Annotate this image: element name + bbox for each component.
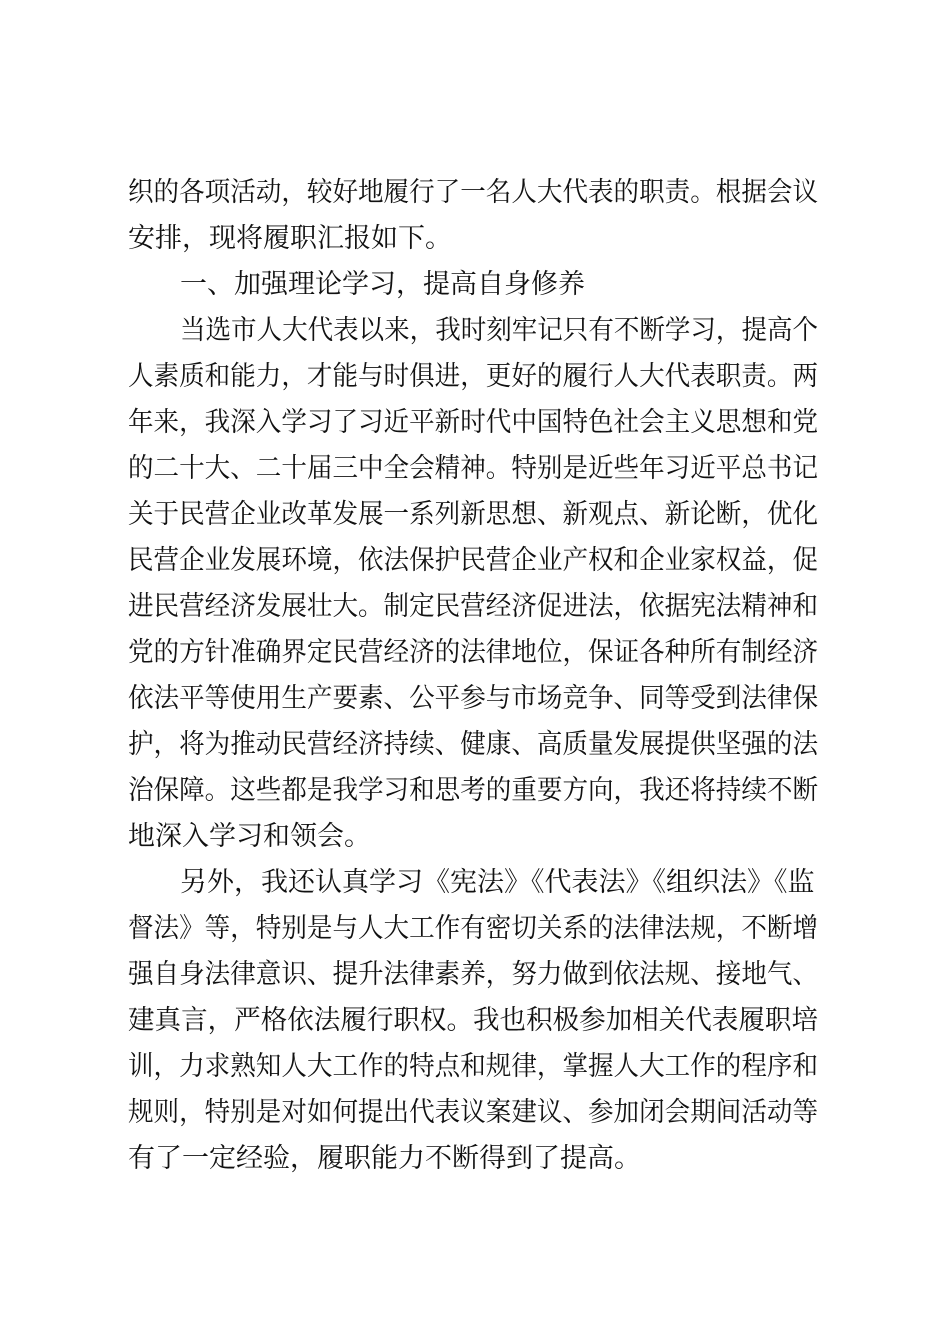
text-line: 进民营经济发展壮大。制定民营经济促进法，依据宪法精神和 xyxy=(128,591,818,622)
section-heading: 一、加强理论学习，提高自身修养 xyxy=(180,269,585,300)
text-line: 训，力求熟知人大工作的特点和规律，掌握人大工作的程序和 xyxy=(128,1051,818,1082)
text-line: 督法》等，特别是与人大工作有密切关系的法律法规，不断增 xyxy=(128,913,818,944)
text-line: 地深入学习和领会。 xyxy=(128,821,371,852)
text-line: 另外，我还认真学习《宪法》《代表法》《组织法》《监 xyxy=(180,867,815,898)
text-line: 关于民营企业改革发展一系列新思想、新观点、新论断，优化 xyxy=(128,499,818,530)
text-line: 护，将为推动民营经济持续、健康、高质量发展提供坚强的法 xyxy=(128,729,818,760)
text-line: 党的方针准确界定民营经济的法律地位，保证各种所有制经济 xyxy=(128,637,818,668)
text-line: 的二十大、二十届三中全会精神。特别是近些年习近平总书记 xyxy=(128,453,818,484)
text-line: 强自身法律意识、提升法律素养，努力做到依法规、接地气、 xyxy=(128,959,818,990)
text-line: 依法平等使用生产要素、公平参与市场竞争、同等受到法律保 xyxy=(128,683,818,714)
text-line: 安排，现将履职汇报如下。 xyxy=(128,223,452,254)
text-line: 规则，特别是对如何提出代表议案建议、参加闭会期间活动等 xyxy=(128,1097,818,1128)
text-line: 民营企业发展环境，依法保护民营企业产权和企业家权益，促 xyxy=(128,545,818,576)
text-line: 人素质和能力，才能与时俱进，更好的履行人大代表职责。两 xyxy=(128,361,818,392)
text-line: 当选市人大代表以来，我时刻牢记只有不断学习，提高个 xyxy=(180,315,818,346)
text-line: 治保障。这些都是我学习和思考的重要方向，我还将持续不断 xyxy=(128,775,818,806)
text-line: 织的各项活动，较好地履行了一名人大代表的职责。根据会议 xyxy=(128,177,818,208)
text-line: 有了一定经验，履职能力不断得到了提高。 xyxy=(128,1143,641,1174)
text-line: 年来，我深入学习了习近平新时代中国特色社会主义思想和党 xyxy=(128,407,818,438)
text-line: 建真言，严格依法履行职权。我也积极参加相关代表履职培 xyxy=(128,1005,818,1036)
